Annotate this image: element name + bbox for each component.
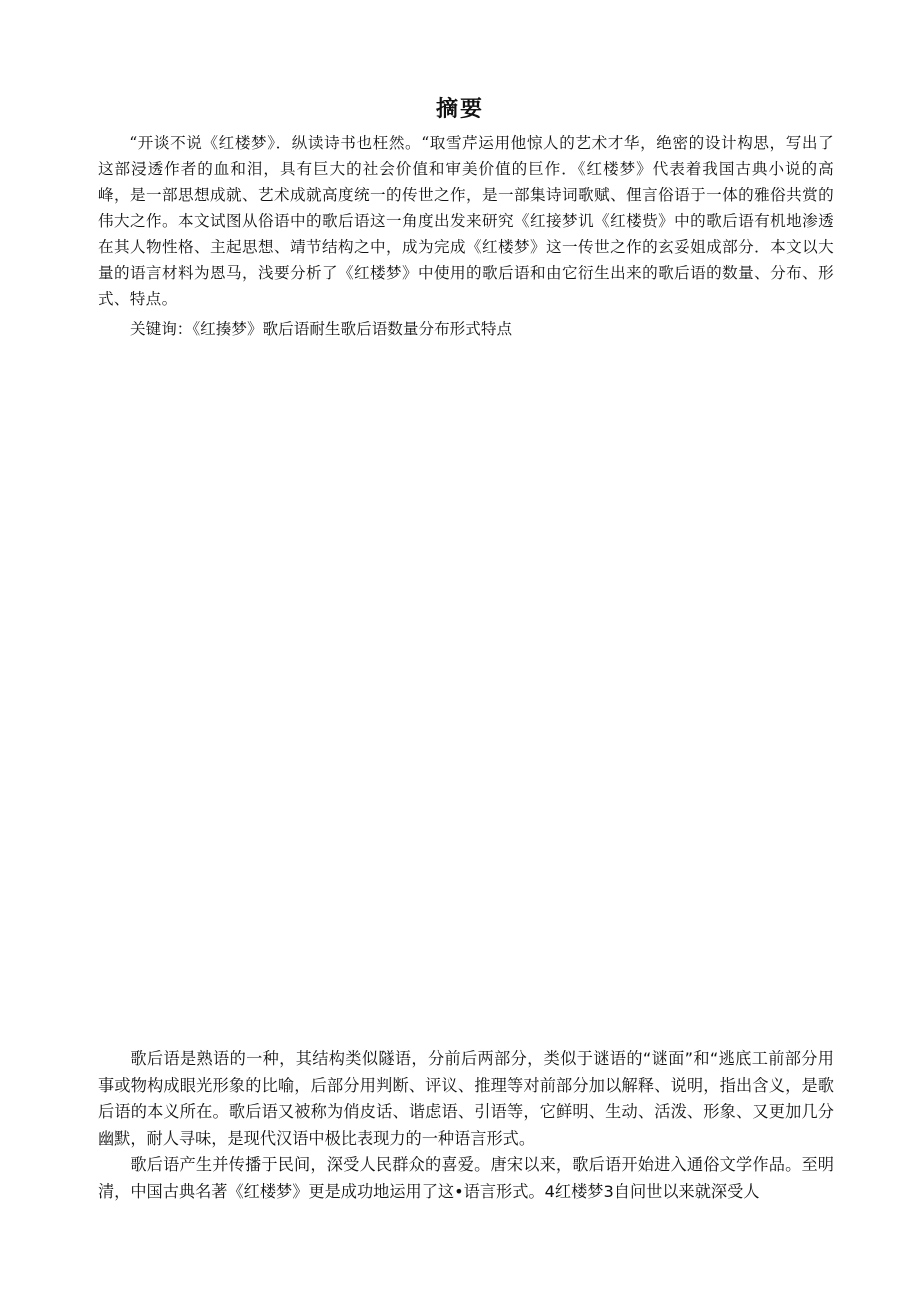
abstract-paragraph: “开谈不说《红楼梦》．纵读诗书也枉然。“取雪芹运用他惊人的艺术才华，绝密的设计构思，写出了这部浸透作者的血和泪，具有巨大的社会价值和审美价值的巨作．《红楼梦》代表着我国古典小说的高峰，是一部思想成就、艺术成就高度统一的传世之作，是一部集诗词歌赋、俚言俗语于一体的雅俗共赏的伟大之作。本文试图从俗语中的歌后语这一角度出发来研究《红接梦讥《红楼赀》中的歌后语有机地渗透在其人物性格、主起思想、靖节结构之中，成为完成《红楼梦》这一传世之作的玄妥姐成部分．本文以大量的语言材料为恩马，浅要分析了《红楼梦》中使用的歌后语和由它衍生出来的歌后语的数量、分布、形式、特点。 — [98, 134, 834, 308]
abstract-title: 摘要 — [435, 96, 484, 122]
body-paragraph-2: 歌后语产生并传播于民间，深受人民群众的喜爱。唐宋以来，歌后语开始进入通俗文学作品。至明清，中国古典名著《红楼梦》更是成功地运用了这•语言形式。4红楼梦3自问世以来就深受人 — [98, 1155, 834, 1201]
body-paragraph-1: 歌后语是熟语的一种，其结构类似隧语，分前后两部分，类似于谜语的“谜面”和“逃底工前部分用事或物构成眼光形象的比喻，后部分用判断、评议、推理等对前部分加以解释、说明，指出含义，是歌后语的本义所在。歌后语又被称为俏皮话、谐虑语、引语等，它鲜明、生动、活泼、形象、又更加几分幽默，耐人寻味，是现代汉语中极比表现力的一种语言形式。 — [98, 1049, 834, 1148]
body-section — [98, 1046, 834, 1205]
keywords-line: 关键询：《红揍梦》歌后语耐生歌后语数量分布形式特点 — [130, 320, 513, 338]
